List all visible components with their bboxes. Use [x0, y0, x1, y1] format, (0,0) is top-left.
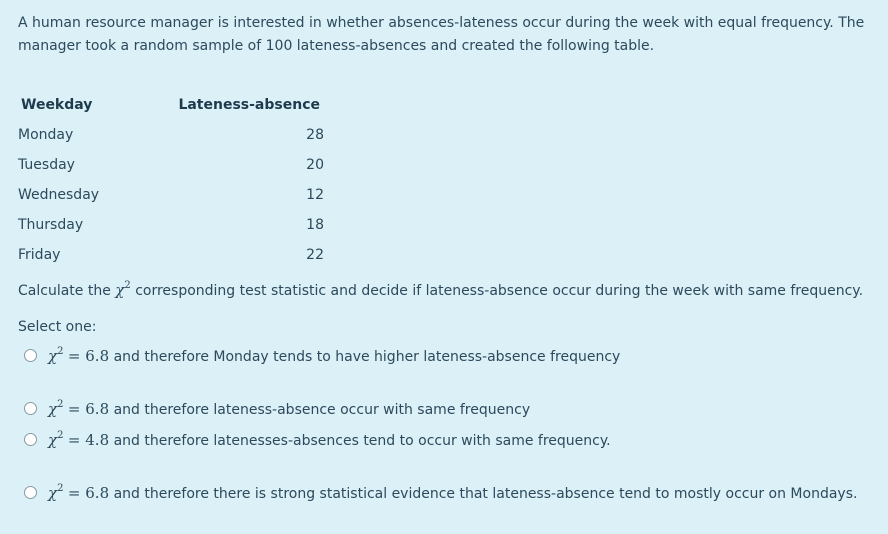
row-day: Tuesday — [18, 157, 75, 173]
answer-option-4[interactable] — [24, 483, 857, 502]
chi-exponent: 2 — [124, 280, 131, 291]
option-text — [48, 346, 620, 365]
chi-symbol: χ — [48, 484, 58, 502]
option-text — [48, 399, 530, 418]
table-row — [18, 153, 338, 183]
row-day: Thursday — [18, 217, 84, 233]
answer-option-1[interactable] — [24, 346, 620, 365]
option-text — [48, 430, 611, 449]
question-text: A human resource manager is interested in whether absences-lateness occur during the week with equal frequency. The manager took a random sample of 100 lateness-absences and created the following table. — [18, 15, 865, 54]
radio-button[interactable] — [24, 486, 37, 499]
row-day: Wednesday — [18, 187, 100, 203]
option-explanation: and therefore latenesses-absences tend to occur with same frequency. — [113, 433, 611, 449]
header-weekday: Weekday — [21, 97, 93, 113]
chi-exponent: 2 — [57, 399, 64, 410]
chi-symbol: χ — [48, 431, 58, 449]
statistic-value: = 6.8 — [67, 400, 110, 418]
statistic-value: = 4.8 — [67, 431, 110, 449]
select-one-label: Select one: — [18, 319, 97, 335]
option-explanation: and therefore there is strong statistical evidence that lateness-absence tend to mostly occur on Mondays. — [113, 486, 858, 502]
chi-symbol: χ — [48, 347, 58, 365]
chi-symbol: χ — [48, 400, 58, 418]
prompt-after: corresponding test statistic and decide if lateness-absence occur during the week with same frequency. — [135, 283, 864, 299]
option-text — [48, 483, 857, 502]
radio-button[interactable] — [24, 433, 37, 446]
option-explanation: and therefore Monday tends to have higher lateness-absence frequency — [113, 349, 621, 365]
chi-exponent: 2 — [57, 483, 64, 494]
chi-exponent: 2 — [57, 430, 64, 441]
table-row — [18, 243, 338, 273]
table-row — [18, 213, 338, 243]
answer-option-2[interactable] — [24, 399, 530, 418]
row-value: 20 — [306, 157, 324, 173]
prompt-before: Calculate the — [18, 283, 111, 299]
table-row — [18, 123, 338, 153]
calculation-prompt — [18, 274, 863, 303]
row-value: 12 — [306, 187, 324, 203]
row-value: 18 — [306, 217, 324, 233]
header-lateness-absence: Lateness-absence — [178, 97, 320, 113]
row-day: Monday — [18, 127, 74, 143]
answer-option-3[interactable] — [24, 430, 611, 449]
radio-button[interactable] — [24, 402, 37, 415]
option-explanation: and therefore lateness-absence occur with same frequency — [113, 402, 531, 418]
chi-exponent: 2 — [57, 346, 64, 357]
data-table — [18, 93, 338, 273]
statistic-value: = 6.8 — [67, 347, 110, 365]
table-row — [18, 183, 338, 213]
table-header — [18, 93, 338, 123]
row-value: 28 — [306, 127, 324, 143]
radio-button[interactable] — [24, 349, 37, 362]
statistic-value: = 6.8 — [67, 484, 110, 502]
chi-symbol: χ — [115, 281, 125, 299]
row-value: 22 — [306, 247, 324, 263]
row-day: Friday — [18, 247, 61, 263]
